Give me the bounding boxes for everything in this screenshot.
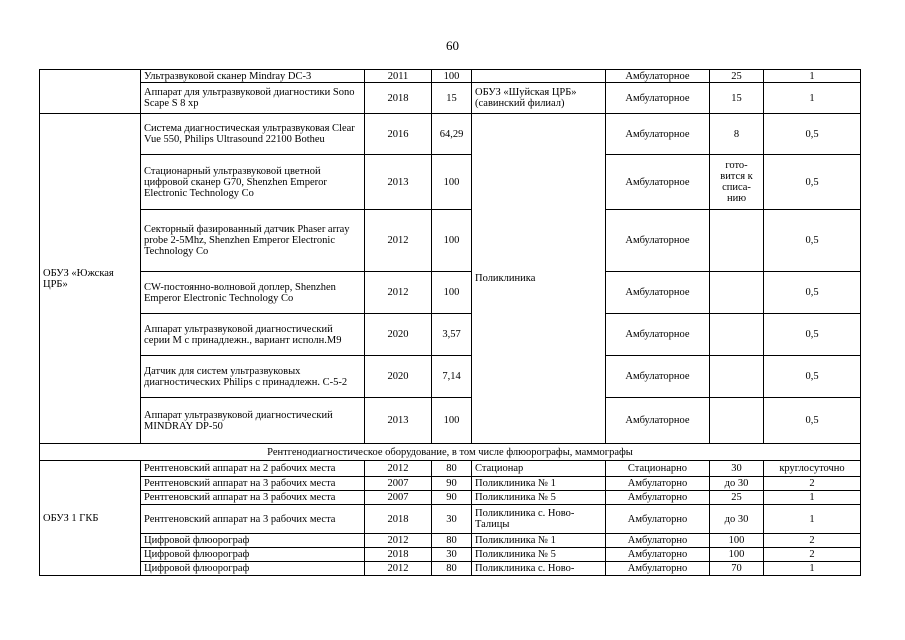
mode-cell: Амбулаторное <box>606 83 710 114</box>
table-row <box>40 356 861 398</box>
wear-cell: 80 <box>432 534 472 548</box>
shift-cell: 0,5 <box>764 272 861 314</box>
load-cell: 100 <box>710 534 764 548</box>
mode-cell: Амбулаторное <box>606 314 710 356</box>
wear-cell: 30 <box>432 505 472 534</box>
year-cell: 2020 <box>365 356 432 398</box>
table-row <box>40 314 861 356</box>
year-cell: 2012 <box>365 272 432 314</box>
location-cell: Поликлиника № 1 <box>472 534 606 548</box>
table-row <box>40 83 861 114</box>
equipment-name: Аппарат ультразвуковой диагностический MINDRAY DP-50 <box>141 398 365 444</box>
load-cell: гото-вится к списа-нию <box>710 155 764 210</box>
shift-cell: 2 <box>764 534 861 548</box>
table-row <box>40 398 861 444</box>
load-cell <box>710 272 764 314</box>
mode-cell: Амбулаторное <box>606 356 710 398</box>
year-cell: 2020 <box>365 314 432 356</box>
year-cell: 2012 <box>365 534 432 548</box>
load-cell <box>710 356 764 398</box>
shift-cell: 0,5 <box>764 398 861 444</box>
table-row <box>40 548 861 562</box>
mode-cell: Амбулаторно <box>606 477 710 491</box>
shift-cell: 1 <box>764 505 861 534</box>
year-cell: 2018 <box>365 83 432 114</box>
equipment-name: Аппарат ультразвуковой диагностический серии М с принадлежн., вариант исполн.М9 <box>141 314 365 356</box>
mode-cell: Амбулаторно <box>606 505 710 534</box>
shift-cell: 1 <box>764 562 861 576</box>
mode-cell: Амбулаторное <box>606 114 710 155</box>
load-cell: 8 <box>710 114 764 155</box>
mode-cell: Амбулаторно <box>606 491 710 505</box>
table-row <box>40 562 861 576</box>
location-cell: ОБУЗ «Шуйская ЦРБ» (савинский филиал) <box>472 83 606 114</box>
org-cell <box>40 70 141 114</box>
location-cell: Поликлиника № 5 <box>472 548 606 562</box>
load-cell: до 30 <box>710 477 764 491</box>
page-number: 60 <box>446 38 459 53</box>
year-cell: 2013 <box>365 398 432 444</box>
shift-cell: 0,5 <box>764 314 861 356</box>
shift-cell: 0,5 <box>764 114 861 155</box>
table-row <box>40 155 861 210</box>
wear-cell: 30 <box>432 548 472 562</box>
table-row <box>40 477 861 491</box>
equipment-table <box>39 69 861 576</box>
mode-cell: Амбулаторно <box>606 534 710 548</box>
shift-cell: 2 <box>764 548 861 562</box>
shift-cell: 1 <box>764 491 861 505</box>
shift-cell: 2 <box>764 477 861 491</box>
table-row <box>40 70 861 83</box>
equipment-name: Датчик для систем ультразвуковых диагностических Philips с принадлежн. C-5-2 <box>141 356 365 398</box>
wear-cell: 100 <box>432 155 472 210</box>
wear-cell: 15 <box>432 83 472 114</box>
wear-cell: 100 <box>432 272 472 314</box>
year-cell: 2011 <box>365 70 432 83</box>
location-cell: Поликлиника с. Ново-Талицы <box>472 505 606 534</box>
load-cell: 30 <box>710 461 764 477</box>
location-cell <box>472 70 606 83</box>
wear-cell: 100 <box>432 70 472 83</box>
table-row <box>40 210 861 272</box>
wear-cell: 90 <box>432 477 472 491</box>
shift-cell: 0,5 <box>764 356 861 398</box>
wear-cell: 64,29 <box>432 114 472 155</box>
wear-cell: 80 <box>432 562 472 576</box>
mode-cell: Амбулаторное <box>606 272 710 314</box>
year-cell: 2012 <box>365 210 432 272</box>
shift-cell: 0,5 <box>764 155 861 210</box>
org-cell: ОБУЗ 1 ГКБ <box>40 461 141 576</box>
year-cell: 2013 <box>365 155 432 210</box>
equipment-name: Система диагностическая ультразвуковая Clear Vue 550, Philips Ultrasound 22100 Botheu <box>141 114 365 155</box>
mode-cell: Амбулаторно <box>606 562 710 576</box>
location-cell: Поликлиника № 5 <box>472 491 606 505</box>
load-cell: 100 <box>710 548 764 562</box>
equipment-name: Рентгеновский аппарат на 3 рабочих места <box>141 491 365 505</box>
load-cell: 25 <box>710 491 764 505</box>
year-cell: 2018 <box>365 548 432 562</box>
load-cell: 25 <box>710 70 764 83</box>
table-row <box>40 114 861 155</box>
location-cell: Поликлиника с. Ново- <box>472 562 606 576</box>
table-row <box>40 491 861 505</box>
year-cell: 2007 <box>365 477 432 491</box>
table-row <box>40 505 861 534</box>
year-cell: 2018 <box>365 505 432 534</box>
equipment-name: Ультразвуковой сканер Mindray DC-3 <box>141 70 365 83</box>
load-cell: 70 <box>710 562 764 576</box>
table-row <box>40 534 861 548</box>
location-cell: Стационар <box>472 461 606 477</box>
section-title: Рентгенодиагностическое оборудование, в том числе флюорографы, маммографы <box>40 444 861 461</box>
wear-cell: 3,57 <box>432 314 472 356</box>
load-cell: 15 <box>710 83 764 114</box>
year-cell: 2007 <box>365 491 432 505</box>
shift-cell: круглосуточно <box>764 461 861 477</box>
table-row <box>40 461 861 477</box>
wear-cell: 100 <box>432 210 472 272</box>
location-cell: Поликлиника № 1 <box>472 477 606 491</box>
equipment-name: Цифровой флюорограф <box>141 534 365 548</box>
location-cell: Поликлиника <box>472 114 606 444</box>
wear-cell: 100 <box>432 398 472 444</box>
equipment-name: Аппарат для ультразвуковой диагностики Sono Scape S 8 xp <box>141 83 365 114</box>
mode-cell: Амбулаторное <box>606 398 710 444</box>
equipment-name: Рентгеновский аппарат на 3 рабочих места <box>141 505 365 534</box>
wear-cell: 7,14 <box>432 356 472 398</box>
load-cell: до 30 <box>710 505 764 534</box>
mode-cell: Амбулаторное <box>606 210 710 272</box>
shift-cell: 1 <box>764 70 861 83</box>
equipment-name: Рентгеновский аппарат на 3 рабочих места <box>141 477 365 491</box>
table-row <box>40 272 861 314</box>
equipment-name: Стационарный ультразвуковой цветной цифровой сканер G70, Shenzhen Emperor Electronic Technology Co <box>141 155 365 210</box>
equipment-name: Цифровой флюорограф <box>141 548 365 562</box>
org-cell: ОБУЗ «Южская ЦРБ» <box>40 114 141 444</box>
mode-cell: Амбулаторное <box>606 70 710 83</box>
year-cell: 2016 <box>365 114 432 155</box>
load-cell <box>710 398 764 444</box>
mode-cell: Амбулаторное <box>606 155 710 210</box>
year-cell: 2012 <box>365 562 432 576</box>
mode-cell: Амбулаторно <box>606 548 710 562</box>
shift-cell: 1 <box>764 83 861 114</box>
mode-cell: Стационарно <box>606 461 710 477</box>
load-cell <box>710 210 764 272</box>
equipment-name: Секторный фазированный датчик Phaser array probe 2-5Mhz, Shenzhen Emperor Electronic Technology Co <box>141 210 365 272</box>
wear-cell: 90 <box>432 491 472 505</box>
equipment-name: Рентгеновский аппарат на 2 рабочих места <box>141 461 365 477</box>
section-row <box>40 444 861 461</box>
wear-cell: 80 <box>432 461 472 477</box>
shift-cell: 0,5 <box>764 210 861 272</box>
equipment-name: Цифровой флюорограф <box>141 562 365 576</box>
equipment-name: CW-постоянно-волновой доплер, Shenzhen Emperor Electronic Technology Co <box>141 272 365 314</box>
year-cell: 2012 <box>365 461 432 477</box>
load-cell <box>710 314 764 356</box>
